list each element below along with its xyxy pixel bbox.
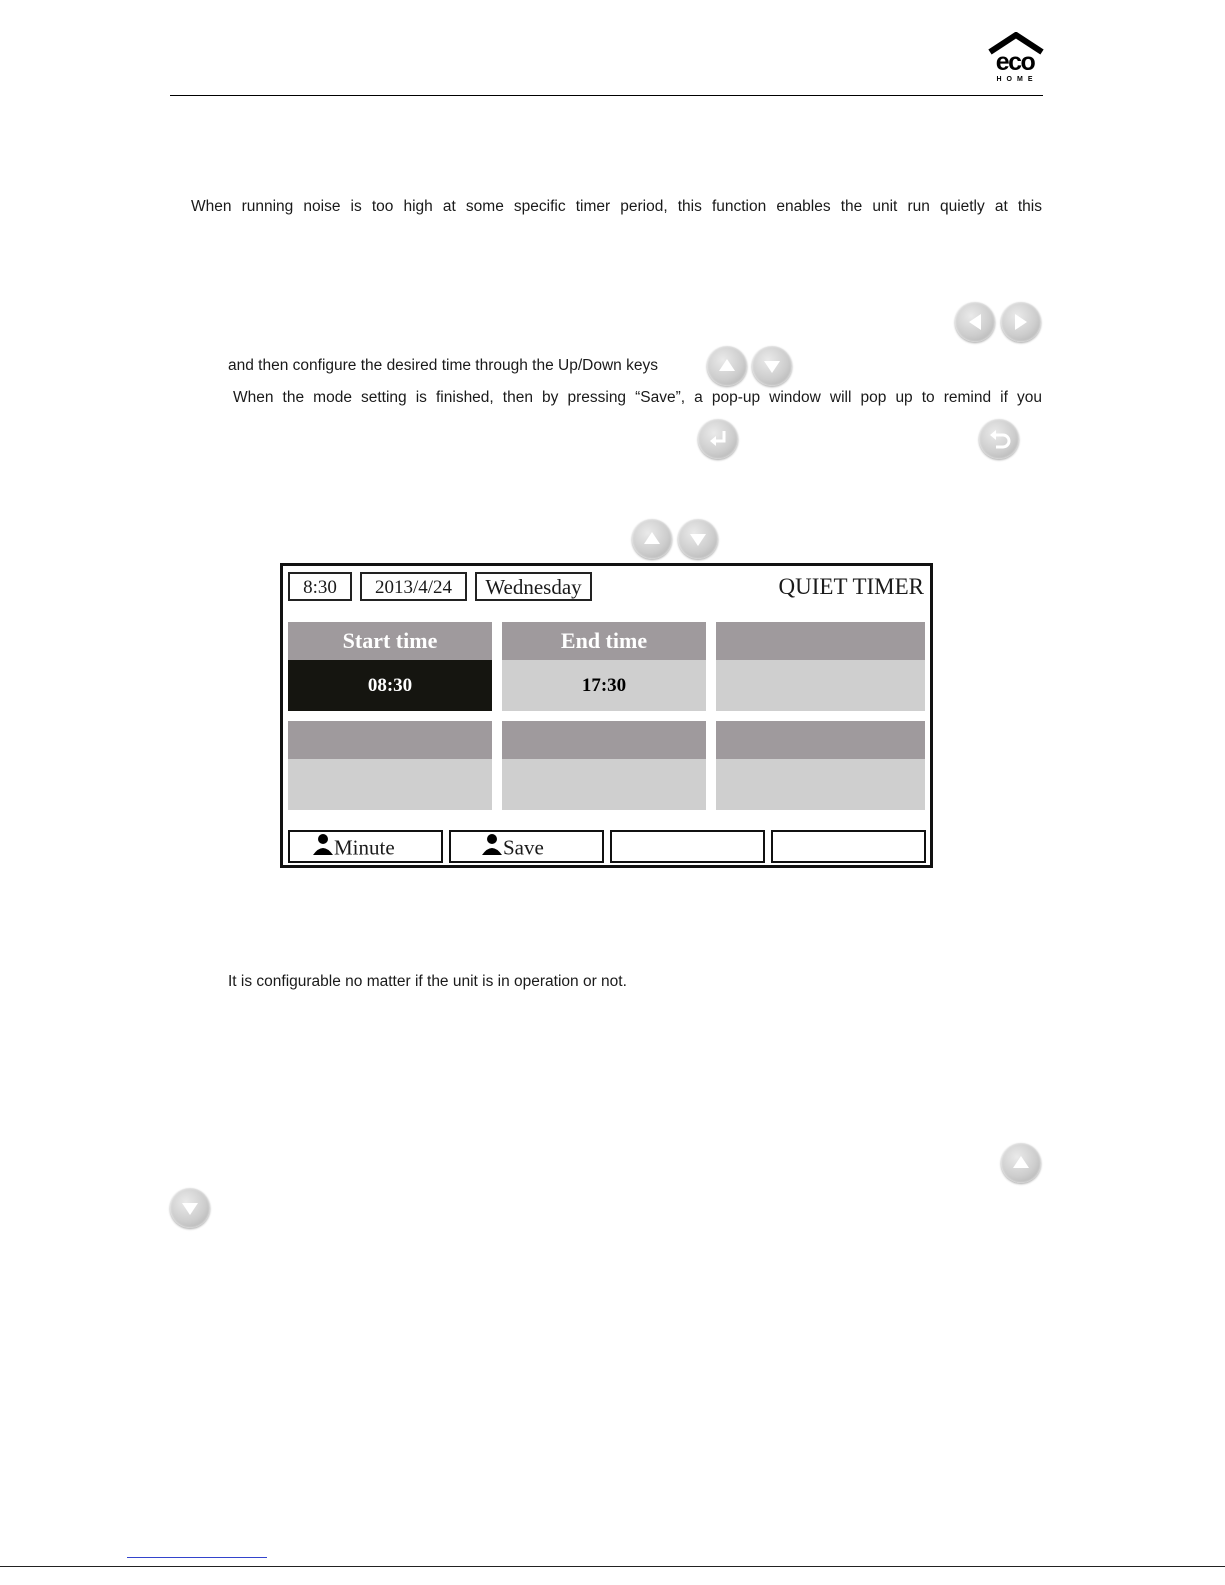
start-time-value[interactable]: 08:30 <box>288 660 492 711</box>
screen-weekday: Wednesday <box>475 572 592 601</box>
empty-cell-value <box>288 759 492 810</box>
down-arrow-key-icon <box>170 1188 210 1228</box>
minute-softkey-label: Minute <box>334 835 395 860</box>
up-arrow-key-icon <box>632 519 672 559</box>
logo-sub: HOME <box>996 76 1038 83</box>
left-arrow-key-icon <box>955 302 995 342</box>
screen-title: QUIET TIMER <box>778 574 924 599</box>
down-arrow-key-icon <box>752 346 792 386</box>
minute-softkey[interactable] <box>288 830 443 863</box>
person-icon <box>481 833 503 863</box>
logo-word: eco <box>995 48 1035 76</box>
end-time-header: End time <box>502 622 706 660</box>
screen-date: 2013/4/24 <box>360 572 467 601</box>
start-time-header: Start time <box>288 622 492 660</box>
empty-softkey[interactable] <box>771 830 926 863</box>
up-arrow-key-icon <box>1001 1143 1041 1183</box>
screen-time: 8:30 <box>288 572 352 601</box>
footer-link-underline[interactable] <box>127 1557 267 1558</box>
paragraph-note: It is configurable no matter if the unit is in operation or not. <box>228 973 627 990</box>
back-key-icon <box>979 419 1019 459</box>
save-softkey-label: Save <box>503 835 544 860</box>
right-arrow-key-icon <box>1001 302 1041 342</box>
paragraph-configure: and then configure the desired time through the Up/Down keys <box>228 357 658 374</box>
up-arrow-key-icon <box>707 346 747 386</box>
empty-cell-header <box>716 622 925 660</box>
empty-softkey[interactable] <box>610 830 765 863</box>
quiet-timer-screen <box>280 563 933 868</box>
down-arrow-key-icon <box>678 519 718 559</box>
save-softkey[interactable] <box>449 830 604 863</box>
empty-cell-header <box>288 721 492 759</box>
header-rule <box>170 95 1043 96</box>
person-icon <box>312 833 334 863</box>
footer-rule <box>0 1566 1225 1567</box>
paragraph-intro: When running noise is too high at some specific timer period, this function enables the unit run quietly at this <box>191 198 1042 215</box>
enter-key-icon <box>698 419 738 459</box>
empty-cell-header <box>502 721 706 759</box>
eco-home-logo <box>986 32 1046 88</box>
empty-cell-value <box>716 759 925 810</box>
empty-cell-header <box>716 721 925 759</box>
empty-cell-value <box>502 759 706 810</box>
end-time-value[interactable]: 17:30 <box>502 660 706 711</box>
paragraph-save: When the mode setting is finished, then by pressing “Save”, a pop-up window will pop up to remind if you <box>233 389 1042 406</box>
empty-cell-value <box>716 660 925 711</box>
